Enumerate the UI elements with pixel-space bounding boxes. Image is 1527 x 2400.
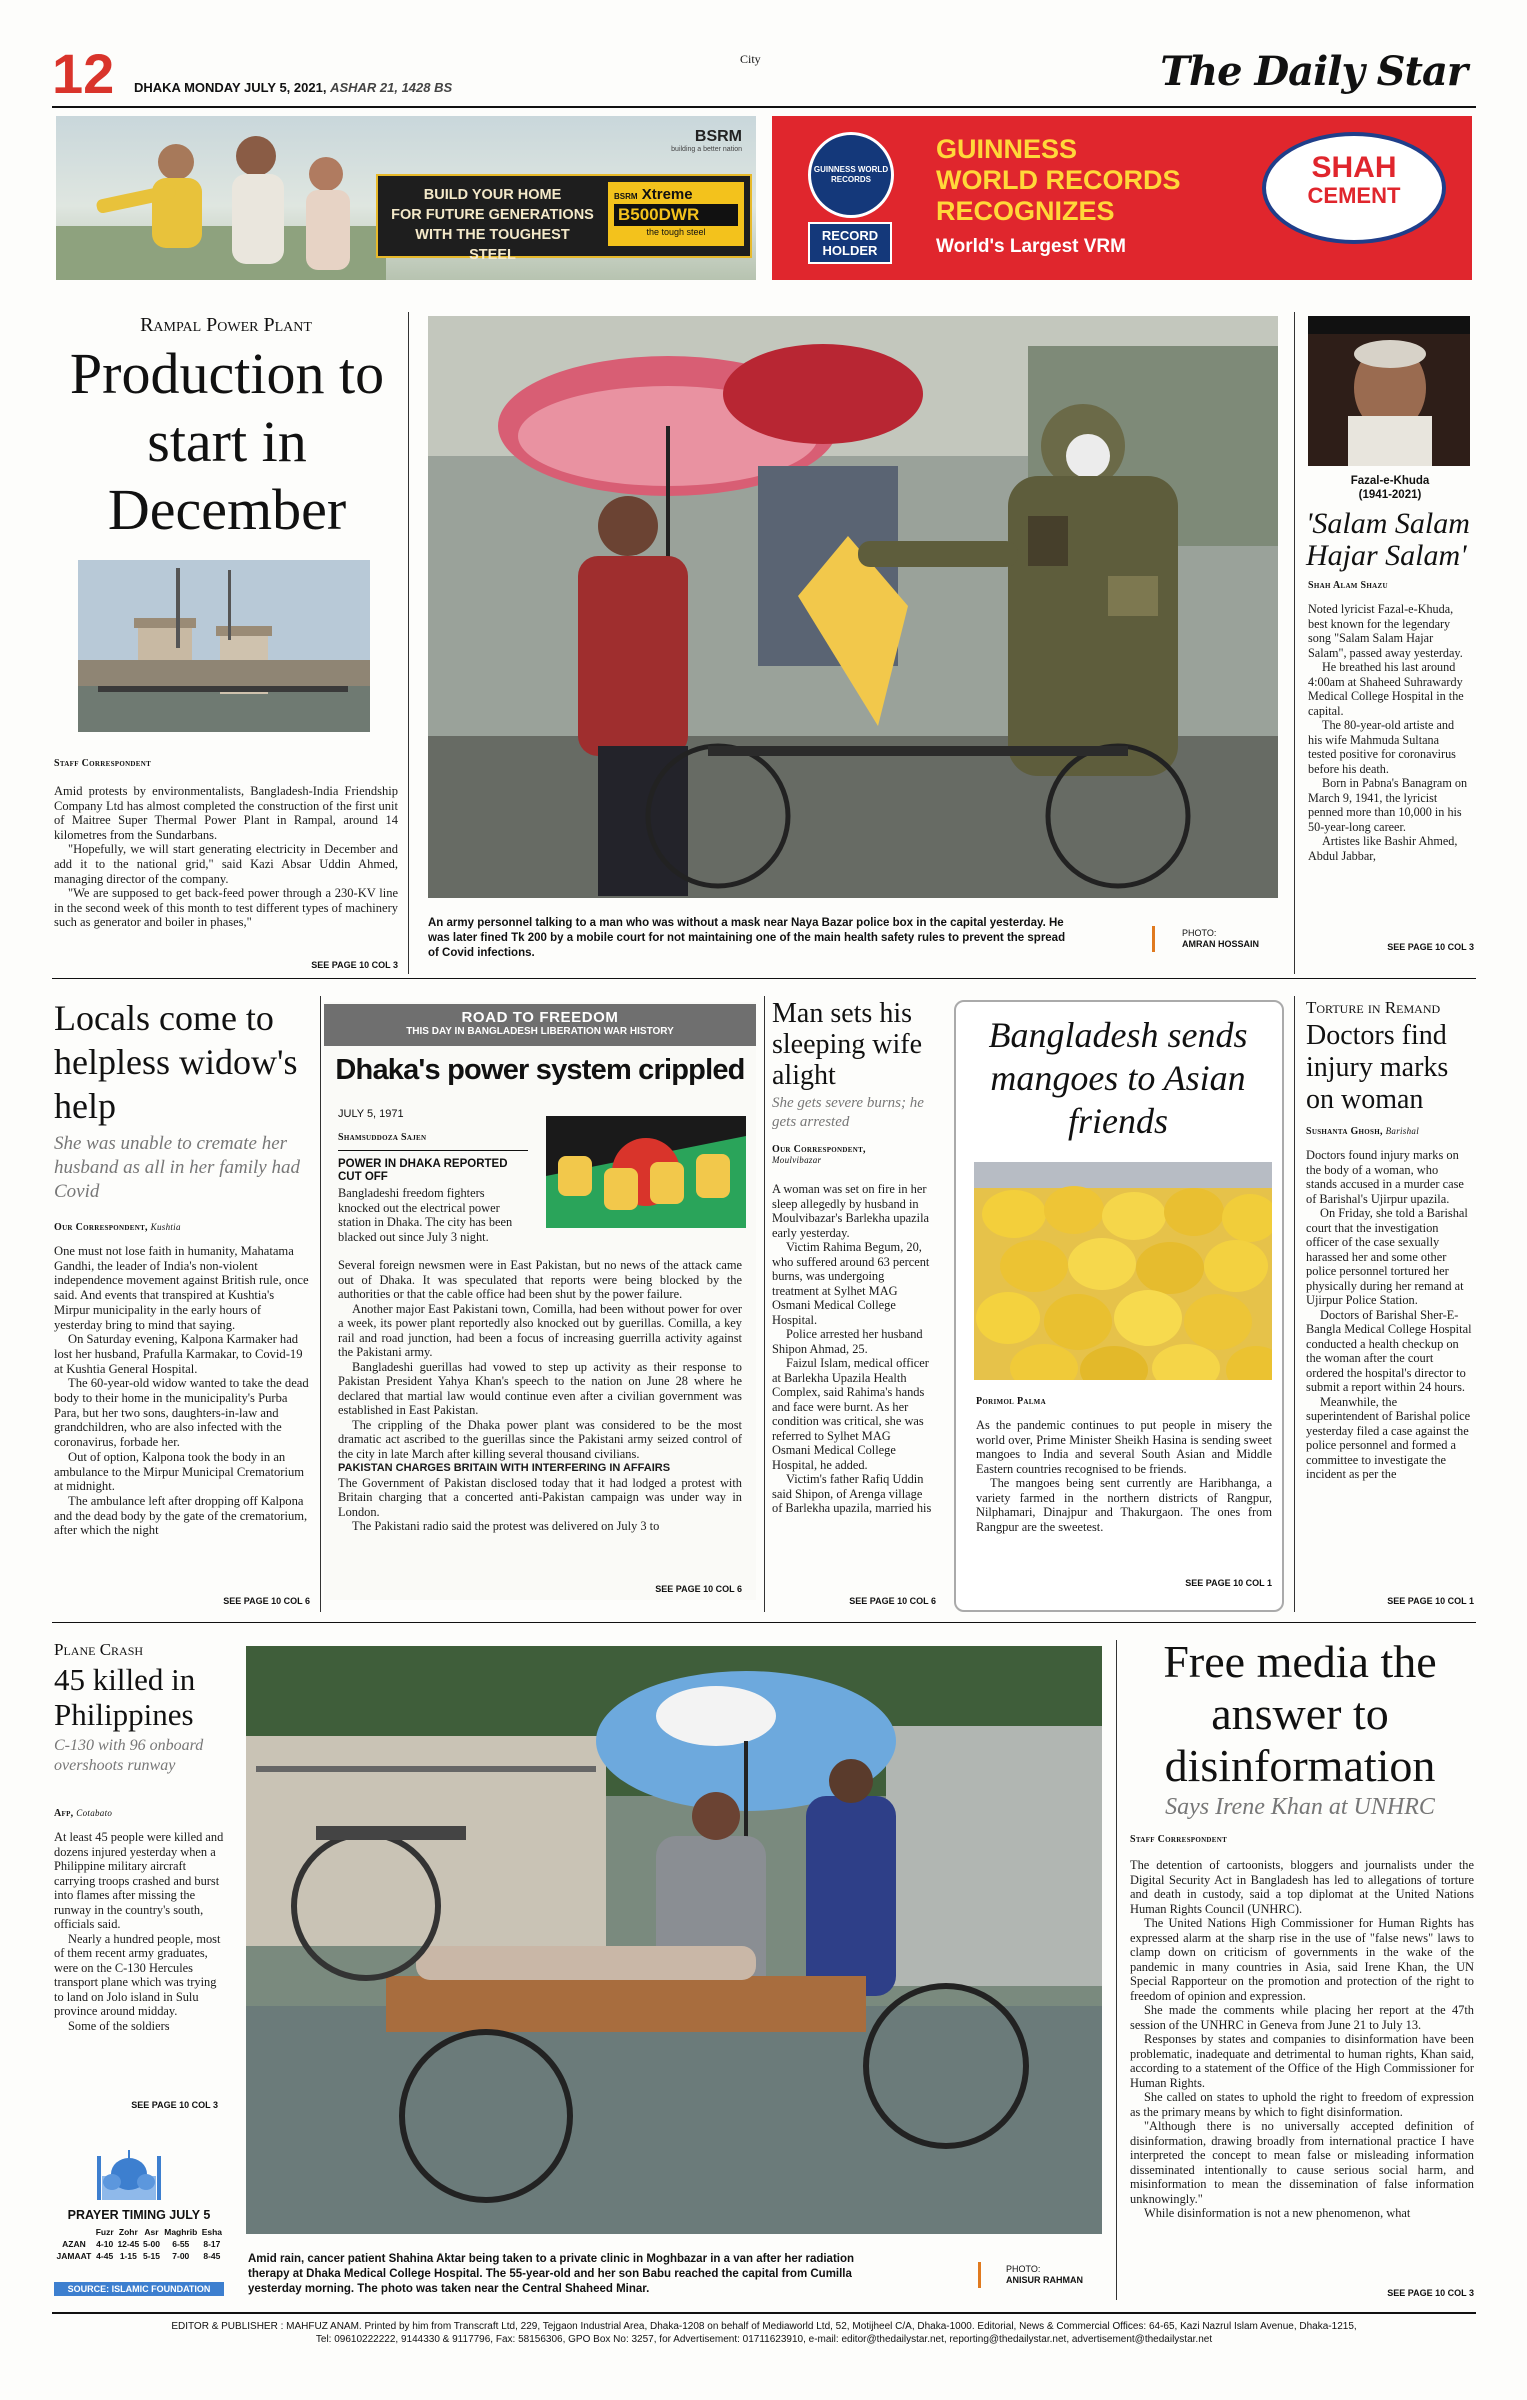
prayer-header: Esha bbox=[201, 2227, 223, 2237]
shah-brand: SHAH bbox=[1311, 151, 1397, 184]
freedom-para: Another major East Pakistani town, Comilla, had been without power for over a week, its power plant reportedly also knocked out by guerillas. Comilla, a key rail and road junction, had been a focus of increasing guerrilla activity against the Pakistani army. bbox=[338, 1301, 742, 1359]
column-divider bbox=[320, 996, 321, 1612]
locals-para: The 60-year-old widow wanted to take the dead body to their home in the municipality's Purba Para, but her two sons, daughters-in-law and grandchildren, who are also infected with the coronavirus, forbade her. bbox=[54, 1376, 309, 1450]
torture-body bbox=[1306, 1148, 1472, 1482]
locals-jump-link[interactable]: SEE PAGE 10 COL 6 bbox=[223, 1596, 310, 1606]
freedom-body bbox=[338, 1258, 742, 1534]
locals-headline[interactable]: Locals come to helpless widow's help bbox=[54, 998, 298, 1126]
prayer-cell: 12-45 bbox=[117, 2239, 140, 2249]
column-divider bbox=[1294, 312, 1295, 974]
prayer-header bbox=[54, 2226, 94, 2238]
locals-byline bbox=[54, 1222, 181, 1233]
dateline bbox=[134, 80, 452, 95]
page-number: 12 bbox=[52, 42, 115, 105]
freedom-byline: Shamsuddoza Sajen bbox=[338, 1132, 427, 1143]
section-rule bbox=[52, 1622, 1476, 1623]
shah-cement-ad[interactable] bbox=[772, 116, 1472, 280]
dateline-date: DHAKA MONDAY JULY 5, 2021, bbox=[134, 80, 327, 95]
column-divider bbox=[408, 312, 409, 974]
media-byline: Staff Correspondent bbox=[1130, 1834, 1228, 1845]
freedom-date: JULY 5, 1971 bbox=[338, 1108, 404, 1120]
column-divider bbox=[764, 996, 765, 1612]
locals-body bbox=[54, 1244, 310, 1538]
rampal-plant-photo bbox=[78, 560, 370, 732]
media-para: The detention of cartoonists, bloggers and journalists under the Digital Security Act in Bangladesh has led to allegations of torture and death in custody, said a top diplomat at the United Nations Human Rights Council (UNHRC). bbox=[1130, 1858, 1474, 1916]
photo-credit-marker bbox=[1152, 926, 1155, 952]
guinness-seal-text: GUINNESS WORLD RECORDS bbox=[813, 165, 889, 184]
guinness-line-2: WORLD RECORDS bbox=[936, 165, 1181, 195]
mangoes-byline: Porimol Palma bbox=[976, 1396, 1046, 1407]
freedom-subhead-2: PAKISTAN CHARGES BRITAIN WITH INTERFERING IN AFFAIRS bbox=[338, 1462, 671, 1474]
freedom-byline-rule bbox=[338, 1150, 528, 1151]
torture-para: Doctors found injury marks on the body of a woman, who stands accused in a murder case of Barishal's Ujirpur upazila. bbox=[1306, 1148, 1464, 1206]
bsrm-line-3: WITH THE TOUGHEST STEEL bbox=[415, 227, 570, 263]
column-divider bbox=[1116, 1640, 1117, 2300]
locals-para: Out of option, Kalpona took the body in an ambulance to the Mirpur Municipal Crematorium at midnight. bbox=[54, 1449, 305, 1494]
crash-headline[interactable]: 45 killed in Philippines bbox=[54, 1662, 196, 1732]
media-deck: Says Irene Khan at UNHRC bbox=[1165, 1794, 1435, 1820]
crash-byline-name: Afp, bbox=[54, 1808, 74, 1819]
crash-para: Some of the soldiers bbox=[68, 2018, 170, 2033]
prayer-cell: 8-17 bbox=[203, 2239, 221, 2249]
wife-jump-link[interactable]: SEE PAGE 10 COL 6 bbox=[849, 1596, 936, 1606]
guinness-line-1: GUINNESS bbox=[936, 134, 1078, 164]
mangoes-para: The mangoes being sent currently are Haribhanga, a variety farmed in the northern districts of Rangpur, Nilphamari, Dinajpur and Thakurgaon. The ones from Rangpur are the sweetest. bbox=[976, 1476, 1272, 1534]
prayer-cell: AZAN bbox=[62, 2239, 86, 2249]
prayer-timing-title: PRAYER TIMING JULY 5 bbox=[67, 2208, 211, 2222]
prayer-cell: 5-15 bbox=[142, 2251, 160, 2261]
bottom-photo-credit bbox=[1006, 2264, 1083, 2286]
prayer-source: SOURCE: ISLAMIC FOUNDATION bbox=[54, 2282, 224, 2296]
freedom-fists-illustration bbox=[546, 1116, 746, 1228]
bsrm-tagline: building a better nation bbox=[671, 146, 742, 153]
rampal-para: Amid protests by environmentalists, Bangladesh-India Friendship Company Ltd has almost completed the construction of the first unit of Maitree Super Thermal Power Plant in Rampal, around 14 kilometres from the Sundarbans. bbox=[54, 784, 398, 842]
section-label: City bbox=[740, 52, 761, 66]
freedom-banner-title: ROAD TO FREEDOM bbox=[461, 1009, 619, 1026]
section-rule bbox=[52, 978, 1476, 979]
rampal-body bbox=[54, 784, 398, 930]
obituary-jump-link[interactable]: SEE PAGE 10 COL 3 bbox=[1387, 942, 1474, 952]
freedom-para: The crippling of the Dhaka power plant was considered to be the most dramatic act ascribed to the guerillas since the Pakistani army seized control of the city in late March after killing several thousand civilians. bbox=[338, 1417, 742, 1461]
mangoes-photo bbox=[974, 1162, 1272, 1380]
prayer-header: Maghrib bbox=[164, 2227, 198, 2237]
locals-para: The ambulance left after dropping off Kalpona and the dead body by the gate of the crematorium, after which the night bbox=[54, 1493, 308, 1538]
media-para: She called on states to uphold the right to freedom of expression as the primary means by which to fight disinformation. bbox=[1130, 2090, 1474, 2119]
media-para: She made the comments while placing her report at the 47th session of the UNHRC in Geneva from June 21 to July 13. bbox=[1130, 2003, 1474, 2032]
freedom-subhead-1: POWER IN DHAKA REPORTED CUT OFF bbox=[338, 1158, 508, 1183]
guinness-headline bbox=[936, 134, 1181, 262]
crash-kicker: Plane Crash bbox=[54, 1640, 144, 1659]
prayer-cell: 4-45 bbox=[96, 2251, 114, 2261]
rampal-kicker: Rampal Power Plant bbox=[140, 314, 312, 336]
obituary-headline[interactable]: 'Salam Salam Hajar Salam' bbox=[1306, 507, 1470, 572]
prayer-timing-table bbox=[54, 2226, 224, 2262]
wife-para: Faizul Islam, medical officer at Barlekha Upazila Health Complex, said Rahima's hands and face were burnt. As her condition was critical, she was referred to Sylhet MAG Osmani Medical College Hospital, he added. bbox=[772, 1356, 929, 1472]
torture-byline-name: Sushanta Ghosh, bbox=[1306, 1126, 1383, 1137]
torture-byline-place: Barishal bbox=[1385, 1126, 1419, 1136]
prayer-jamaat-row bbox=[54, 2250, 224, 2262]
prayer-azan-row bbox=[54, 2238, 224, 2250]
locals-deck: She was unable to cremate her husband as all in her family had Covid bbox=[54, 1133, 300, 1202]
footer-rule bbox=[52, 2312, 1476, 2314]
rampal-para: "We are supposed to get back-feed power through a 230-KV line in the second week of this month to test different types of machinery such as generator and boiler in phases," bbox=[54, 886, 398, 930]
freedom-para: Bangladeshi guerillas had vowed to step up activity as their response to Pakistan President Yahya Khan's speech to the nation on June 28 where he declared that martial law would continue even after a civilian government was established in East Pakistan. bbox=[338, 1359, 742, 1417]
column-divider bbox=[1294, 996, 1295, 1612]
crash-deck: C-130 with 96 onboard overshoots runway bbox=[54, 1737, 204, 1774]
torture-para: Doctors of Barishal Sher-E-Bangla Medical College Hospital conducted a health checkup on the woman after the court ordered the hospital's director to submit a report within 24 hours. bbox=[1306, 1307, 1472, 1394]
freedom-banner bbox=[324, 1004, 756, 1046]
credit-name: AMRAN HOSSAIN bbox=[1182, 939, 1260, 949]
obituary-name bbox=[1306, 474, 1474, 502]
media-jump-link[interactable]: SEE PAGE 10 COL 3 bbox=[1387, 2288, 1474, 2298]
mosque-icon bbox=[96, 2146, 162, 2202]
wife-deck: She gets severe burns; he gets arrested bbox=[772, 1095, 924, 1130]
obituary-para: The 80-year-old artiste and his wife Mahmuda Sultana tested positive for coronavirus before his death. bbox=[1308, 718, 1456, 776]
bsrm-product-brand: BSRM bbox=[614, 192, 638, 201]
prayer-cell: 5-00 bbox=[142, 2239, 160, 2249]
crash-byline bbox=[54, 1808, 112, 1819]
freedom-para: Several foreign newsmen were in East Pakistan, but no news of the attack came out of Dhaka. It was speculated that reports were being blocked by the authorities or that the cable office had been shut by the power failure. bbox=[338, 1258, 742, 1301]
obituary-para: Noted lyricist Fazal-e-Khuda, best known for the legendary song "Salam Salam Hajar Salam", passed away yesterday. bbox=[1308, 602, 1463, 660]
wife-byline-name: Our Correspondent, bbox=[772, 1144, 866, 1155]
crash-jump-link[interactable]: SEE PAGE 10 COL 3 bbox=[131, 2100, 218, 2110]
obituary-byline: Shah Alam Shazu bbox=[1308, 580, 1388, 591]
record-holder-label: RECORD HOLDER bbox=[808, 222, 892, 264]
wife-byline bbox=[772, 1144, 944, 1166]
credit-name: ANISUR RAHMAN bbox=[1006, 2275, 1083, 2285]
locals-byline-name: Our Correspondent, bbox=[54, 1222, 148, 1233]
rampal-headline[interactable]: Production to start in December bbox=[69, 341, 385, 542]
wife-para: A woman was set on fire in her sleep allegedly by husband in Moulvibazar's Barlekha upazila early yesterday. bbox=[772, 1182, 930, 1240]
army-mask-check-photo bbox=[428, 316, 1278, 898]
obituary-body bbox=[1308, 602, 1470, 863]
torture-para: Meanwhile, the superintendent of Barishal police yesterday filed a case against the police personnel and formed a committee to investigate the incident as per the bbox=[1306, 1394, 1471, 1481]
guinness-line-3: RECOGNIZES bbox=[936, 196, 1115, 226]
wife-para: Police arrested her husband Shipon Ahmad, 25. bbox=[772, 1327, 923, 1356]
bsrm-grade: B500DWR bbox=[614, 204, 738, 226]
prayer-header: Zohr bbox=[118, 2227, 138, 2237]
crash-para: At least 45 people were killed and dozens injured yesterday when a Philippine military aircraft carrying troops crashed and burst into flames after missing the runway in the country's south, officials said. bbox=[54, 1830, 224, 1931]
wife-para: Victim's father Rafiq Uddin said Shipon, of Arenga village of Barlekha upazila, married his bbox=[772, 1472, 932, 1515]
prayer-header: Fuzr bbox=[95, 2227, 114, 2237]
obituary-para: Born in Pabna's Banagram on March 9, 1941, the lyricist penned more than 10,000 in his 50-year-long career. bbox=[1308, 776, 1468, 834]
photo-credit-marker bbox=[978, 2262, 981, 2288]
prayer-cell: 6-55 bbox=[172, 2239, 190, 2249]
prayer-cell: JAMAAT bbox=[56, 2251, 92, 2261]
torture-jump-link[interactable]: SEE PAGE 10 COL 1 bbox=[1387, 1596, 1474, 1606]
guinness-badge bbox=[808, 132, 892, 264]
obituary-person-name: Fazal-e-Khuda bbox=[1350, 475, 1430, 487]
mangoes-body bbox=[976, 1418, 1272, 1534]
torture-byline bbox=[1306, 1126, 1419, 1137]
mangoes-headline[interactable]: Bangladesh sends mangoes to Asian friends bbox=[988, 1015, 1248, 1141]
freedom-para: The Government of Pakistan disclosed today that it had lodged a protest with Britain charging that a concerted anti-Pakistan campaign was under way in London. bbox=[338, 1475, 742, 1519]
masthead-rule bbox=[52, 106, 1476, 108]
credit-label: PHOTO: bbox=[1182, 928, 1217, 938]
imprint-footer bbox=[52, 2320, 1476, 2346]
bsrm-brand: BSRM bbox=[694, 128, 742, 145]
mangoes-jump-link[interactable]: SEE PAGE 10 COL 1 bbox=[1185, 1578, 1272, 1588]
media-para: While disinformation is not a new phenomenon, what bbox=[1144, 2206, 1411, 2220]
imprint-line-1: EDITOR & PUBLISHER : MAHFUZ ANAM. Printed by him from Transcraft Ltd, 229, Tejgaon Industrial Area, Dhaka-1208 on behalf of Mediaworld Ltd, 52, Motijheel C/A, Dhaka-1000. Editorial, News & Commercial Offices: 64-65, Kazi Nazrul Islam Avenue, Dhaka-1215, bbox=[171, 2321, 1357, 2332]
guinness-seal bbox=[808, 132, 894, 218]
newspaper-logo[interactable]: The Daily Star bbox=[1160, 48, 1467, 95]
top-photo-credit bbox=[1182, 928, 1259, 950]
freedom-banner-subtitle: THIS DAY IN BANGLADESH LIBERATION WAR HISTORY bbox=[406, 1026, 674, 1037]
crash-byline-place: Cotabato bbox=[76, 1808, 113, 1818]
locals-para: One must not lose faith in humanity, Mahatama Gandhi, the leader of India's non-violent independence movement against British rule, once said. And events that transpired at Kushtia's Mirpur municipality in the early hours of yesterday bring to mind that saying. bbox=[54, 1244, 309, 1332]
obituary-years: (1941-2021) bbox=[1358, 489, 1422, 501]
bsrm-product-tagline: the tough steel bbox=[646, 227, 706, 237]
torture-headline[interactable]: Doctors find injury marks on woman bbox=[1306, 1020, 1449, 1115]
mangoes-para: As the pandemic continues to put people in misery the world over, Prime Minister Sheikh Hasina is sending sweet mangoes to India and several South Asian and Middle Eastern countries recognised to be friends. bbox=[976, 1418, 1272, 1476]
crash-body bbox=[54, 1830, 224, 2033]
bottom-photo-caption: Amid rain, cancer patient Shahina Aktar being taken to a private clinic in Moghbazar in a van after her radiation therapy at Dhaka Medical College Hospital. The 55-year-old and her son Babu reached the capital from Cumilla yesterday morning. The photo was taken near the Central Shaheed Minar. bbox=[248, 2253, 855, 2295]
imprint-line-2: Tel: 09610222222, 9144330 & 9117796, Fax: 58156306, GPO Box No: 3257, for Advertisement: 01711623910, e-mail: editor@thedailystar.net, reporting@thedailystar.net, advertisement@thedailystar.net bbox=[315, 2334, 1213, 2345]
wife-headline[interactable]: Man sets his sleeping wife alight bbox=[772, 998, 923, 1091]
obituary-para: Artistes like Bashir Ahmed, Abdul Jabbar, bbox=[1308, 834, 1458, 863]
bsrm-message-box bbox=[376, 174, 752, 263]
family-illustration bbox=[56, 116, 386, 280]
credit-label: PHOTO: bbox=[1006, 2264, 1041, 2274]
rampal-para: "Hopefully, we will start generating electricity in December and add it to the national grid," said Kazi Absar Uddin Ahmed, managing director of the company. bbox=[54, 842, 398, 886]
prayer-cell: 1-15 bbox=[119, 2251, 137, 2261]
prayer-cell: 4-10 bbox=[96, 2239, 114, 2249]
media-para: Responses by states and companies to disinformation have been problematic, inadequate and detrimental to human rights, Khan said, according to a statement of the Office of the High Commissioner for Human Rights. bbox=[1130, 2032, 1474, 2090]
guinness-line-4: World's Largest VRM bbox=[936, 236, 1126, 257]
locals-byline-place: Kushtia bbox=[150, 1222, 181, 1232]
bsrm-ad[interactable] bbox=[56, 116, 756, 280]
wife-body bbox=[772, 1182, 932, 1516]
obituary-para: He breathed his last around 4:00am at Shaheed Suhrawardy Medical College Hospital in the capital. bbox=[1308, 660, 1464, 718]
wife-para: Victim Rahima Begum, 20, who suffered around 63 percent burns, was undergoing treatment at Sylhet MAG Osmani Medical College Hospital. bbox=[772, 1240, 930, 1327]
crash-para: Nearly a hundred people, most of them recent army graduates, were on the C-130 Hercules transport plane which was trying to land on Jolo island in Sulu province around midday. bbox=[54, 1931, 221, 2018]
bsrm-product-badge bbox=[608, 182, 744, 246]
freedom-para: The Pakistani radio said the protest was delivered on July 3 to bbox=[352, 1519, 660, 1533]
locals-para: On Saturday evening, Kalpona Karmaker had lost her husband, Prafulla Karmakar, to Covid-19 at Kushtia General Hospital. bbox=[54, 1332, 303, 1376]
freedom-intro: Bangladeshi freedom fighters knocked out the electrical power station in Dhaka. The city has been blacked out since July 3 night. bbox=[338, 1186, 513, 1244]
bsrm-logo bbox=[671, 128, 742, 153]
prayer-cell: 8-45 bbox=[203, 2251, 221, 2261]
bsrm-line-2: FOR FUTURE GENERATIONS bbox=[391, 207, 594, 223]
prayer-header: Asr bbox=[144, 2227, 159, 2237]
media-body bbox=[1130, 1858, 1474, 2221]
rampal-jump-link[interactable]: SEE PAGE 10 COL 3 bbox=[311, 960, 398, 970]
media-para: "Although there is no universally accepted definition of disinformation, drawing broadly from international practice I have interpreted the concept to mean false or misleading information disseminated intentionally to cause serious social harm, and misinformation to mean the dissemination of false information unknowingly." bbox=[1130, 2119, 1474, 2206]
fazal-e-khuda-portrait bbox=[1308, 316, 1470, 466]
media-para: The United Nations High Commissioner for Human Rights has expressed alarm at the sharp rise in the use of "false news" laws to clamp down on criticism of governments in the wake of the pandemic in many countries in Asia, said Irene Khan, the UN Special Rapporteur on the promotion and protection of the right to freedom of opinion and expression. bbox=[1130, 1916, 1474, 2003]
bsrm-product-name: Xtreme bbox=[641, 186, 693, 203]
bsrm-line-1: BUILD YOUR HOME bbox=[423, 187, 562, 203]
freedom-jump-link[interactable]: SEE PAGE 10 COL 6 bbox=[655, 1584, 742, 1594]
torture-kicker: Torture in Remand bbox=[1306, 998, 1441, 1017]
torture-para: On Friday, she told a Barishal court that the investigation officer of the case sexually harassed her and some other police personnel tortured her physically during her remand at Ujirpur Police Station. bbox=[1306, 1206, 1468, 1307]
freedom-headline[interactable]: Dhaka's power system crippled bbox=[335, 1054, 745, 1086]
cement-brand: CEMENT bbox=[1307, 183, 1401, 208]
media-headline[interactable]: Free media the answer to disinformation bbox=[1163, 1636, 1437, 1791]
top-photo-caption: An army personnel talking to a man who was without a mask near Naya Bazar police box in the capital yesterday. He was later fined Tk 200 by a mobile court for not maintaining one of the main health safety rules to prevent the spread of Covid infections. bbox=[428, 917, 1066, 959]
prayer-cell: 7-00 bbox=[172, 2251, 190, 2261]
cancer-patient-van-photo bbox=[246, 1646, 1102, 2234]
shah-cement-logo bbox=[1262, 132, 1446, 244]
bsrm-headline bbox=[390, 185, 595, 265]
rampal-byline: Staff Correspondent bbox=[54, 758, 152, 769]
dateline-bengali-date: ASHAR 21, 1428 BS bbox=[330, 80, 453, 95]
prayer-header-row bbox=[54, 2226, 224, 2238]
wife-byline-place: Moulvibazar bbox=[772, 1155, 822, 1165]
